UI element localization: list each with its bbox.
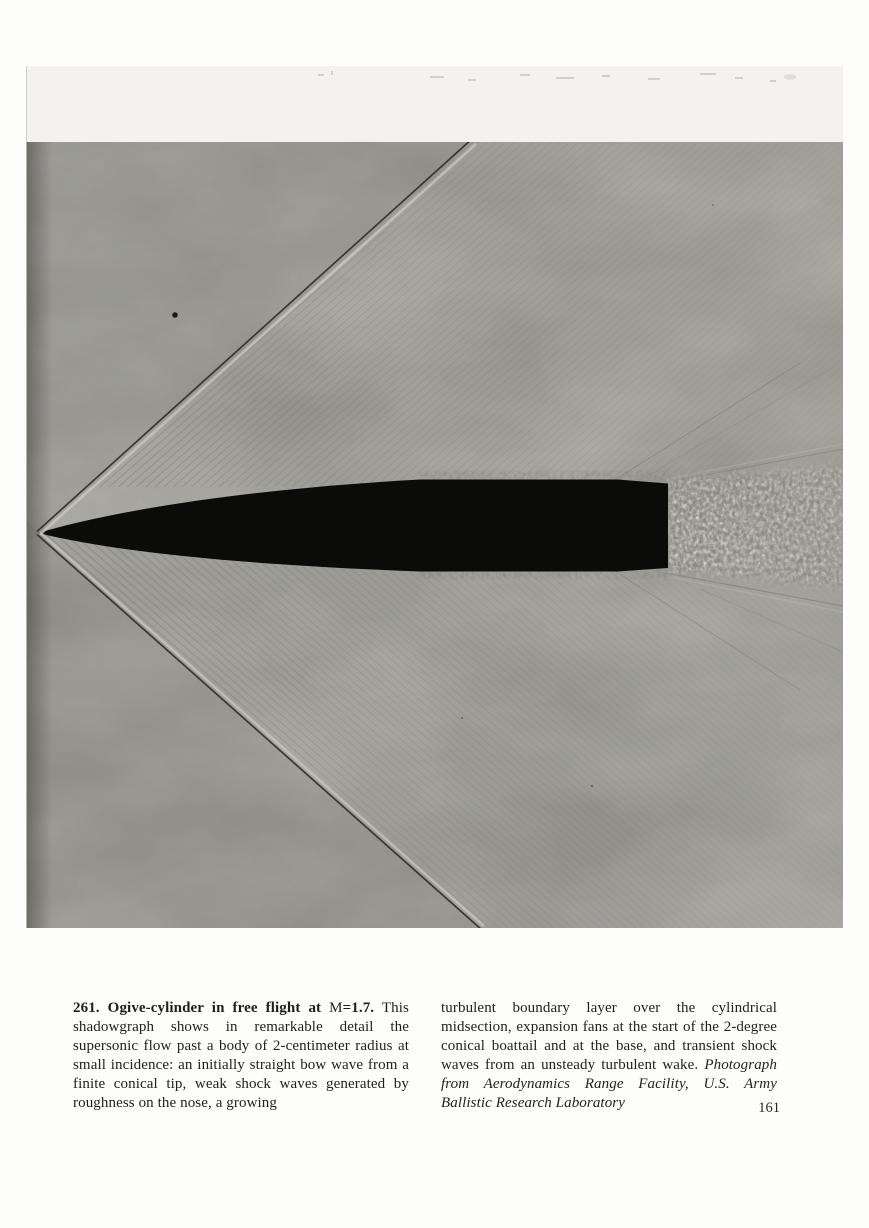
caption-left-text: This shadowgraph shows in remarkable detail the supersonic flow past a body of 2-centimeter radius at small incidence: an initially straight bow wave from a finite conical tip, weak shock waves generated by roughness on the nose, a growing: [73, 1000, 409, 1111]
page-number: 161: [758, 1100, 780, 1116]
caption-right-text: turbulent boundary layer over the cylindrical midsection, expansion fans at the start of the 2-degree conical boattail and at the base, and transient shock waves from an unsteady turbulent wake.: [441, 1000, 777, 1073]
caption-figure-number: 261.: [73, 1000, 100, 1016]
caption-column-left: [73, 999, 409, 1113]
caption-credit: Photograph from Aerodynamics Range Facility, U.S. Army Ballistic Research Laboratory: [441, 1057, 777, 1111]
caption-mach-letter: M: [329, 1000, 343, 1016]
turbulent-wake: [655, 450, 845, 600]
caption-title: Ogive-cylinder in free flight at: [99, 1000, 330, 1016]
caption-mach-value: =1.7.: [342, 1000, 375, 1016]
caption-column-right: [441, 999, 777, 1113]
